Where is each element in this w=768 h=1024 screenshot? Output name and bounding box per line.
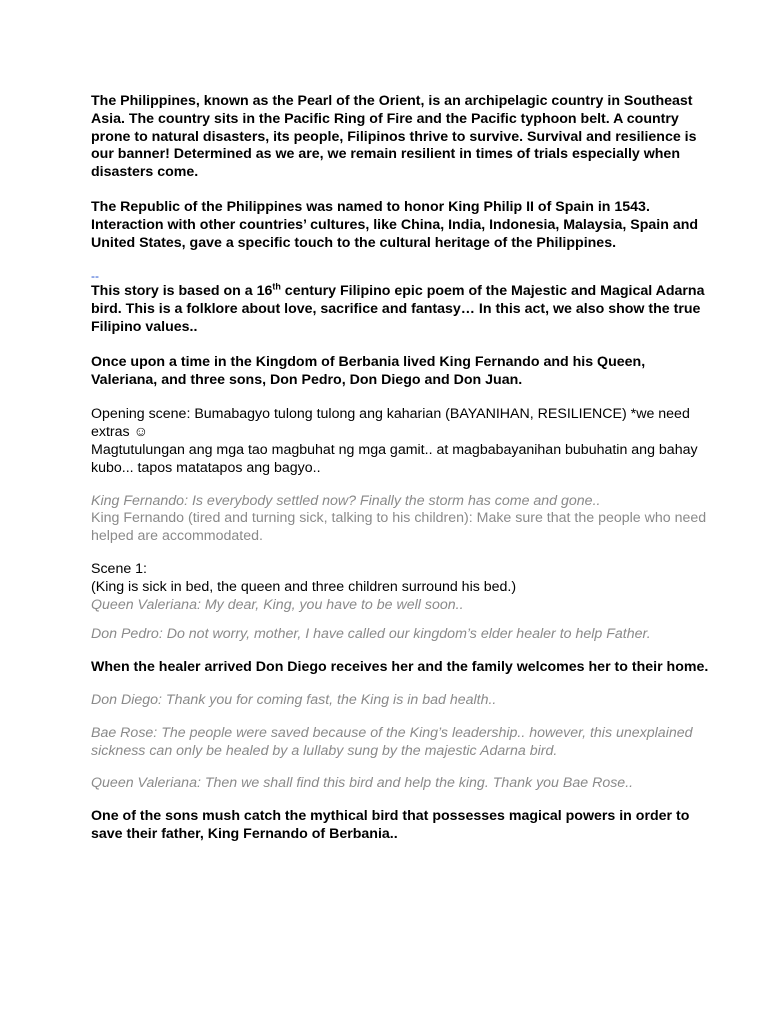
don-diego-line: Don Diego: Thank you for coming fast, the King is in bad health.. [91, 691, 497, 708]
separator-dashes: -- [91, 269, 99, 284]
story-text-suffix: century Filipino epic poem of the Majestic and Magical Adarna bird. This is a folklore about love, sacrifice and fantasy… In this act, we also show the true Filipino values.. [91, 283, 705, 335]
opening-scene-action: Magtutulungan ang mga tao magbuhat ng mga gamit.. at magbabayanihan bubuhatin ang bahay kubo... tapos matatapos ang bagyo.. [91, 441, 698, 476]
story-text-prefix: This story is based on a 16 [91, 283, 273, 300]
scene-1-title: Scene 1: [91, 560, 148, 577]
intro-paragraph-2: The Republic of the Philippines was named to honor King Philip II of Spain in 1543. Interaction with other countries’ cultures, like China, India, Indonesia, Malaysia, Spain and United States, gave a specific touch to the cultural heritage of the Philippines. [91, 198, 699, 251]
story-paragraph [91, 283, 711, 336]
scene-1-direction: (King is sick in bed, the queen and three children surround his bed.) [91, 578, 517, 595]
bae-rose-line: Bae Rose: The people were saved because of the King’s leadership.. however, this unexplained sickness can only be healed by a lullaby sung by the majestic Adarna bird. [91, 724, 693, 759]
healer-paragraph: When the healer arrived Don Diego receives her and the family welcomes her to their home. [91, 659, 709, 676]
queen-valeriana-line-2: Queen Valeriana: Then we shall find this bird and help the king. Thank you Bae Rose.. [91, 775, 634, 792]
opening-scene-line: Opening scene: Bumabagyo tulong tulong ang kaharian (BAYANIHAN, RESILIENCE) *we need extras ☺ [91, 406, 690, 441]
document-body [91, 93, 711, 844]
king-fernando-line-2: King Fernando (tired and turning sick, talking to his children): Make sure that the people who need helped are accommodated. [91, 510, 707, 545]
kingdom-paragraph: Once upon a time in the Kingdom of Berbania lived King Fernando and his Queen, Valeriana, and three sons, Don Pedro, Don Diego and Don Juan. [91, 353, 646, 388]
king-fernando-line-1: King Fernando: Is everybody settled now? Finally the storm has come and gone.. [91, 492, 601, 509]
intro-paragraph-1: The Philippines, known as the Pearl of the Orient, is an archipelagic country in Southeast Asia. The country sits in the Pacific Ring of Fire and the Pacific typhoon belt. A country prone to natural disasters, its people, Filipinos thrive to survive. Survival and resilience is our banner! Determined as we are, we remain resilient in times of trials especially when disasters come. [91, 93, 697, 181]
story-superscript: th [272, 281, 281, 292]
queen-valeriana-line-1: Queen Valeriana: My dear, King, you have to be well soon.. [91, 596, 464, 613]
closing-paragraph: One of the sons mush catch the mythical bird that possesses magical powers in order to save their father, King Fernando of Berbania.. [91, 808, 690, 842]
don-pedro-line: Don Pedro: Do not worry, mother, I have called our kingdom’s elder healer to help Father. [91, 626, 651, 643]
